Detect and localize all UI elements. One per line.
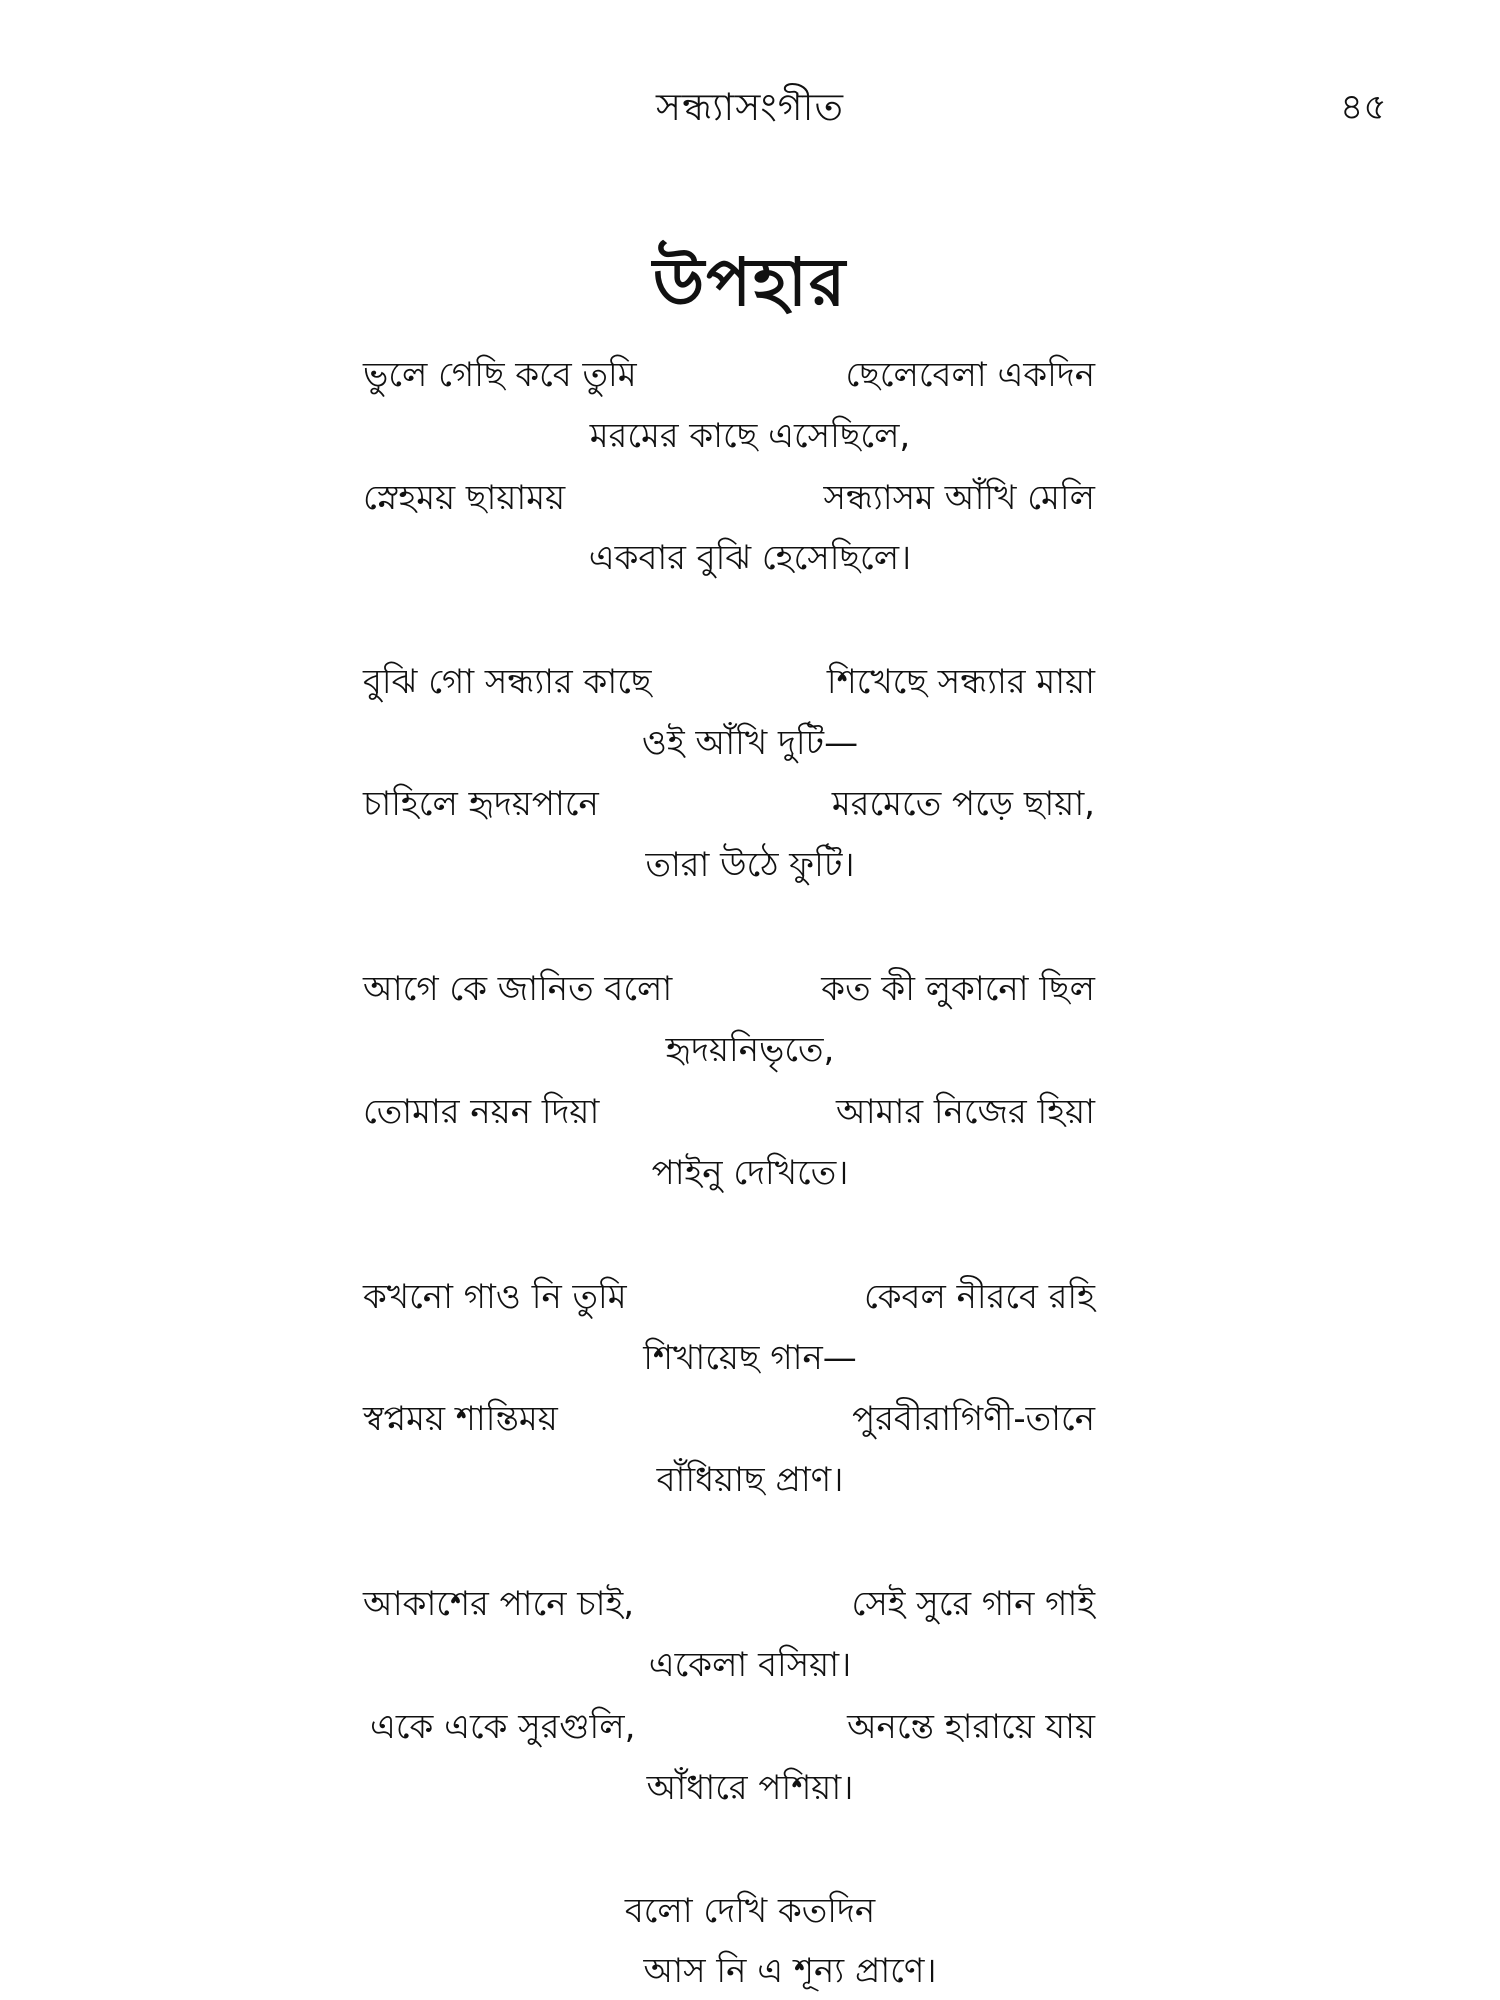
stanza-4-line-2: শিখায়েছ গান— xyxy=(643,1338,857,1378)
stanza-4-line-3-right: পুরবীরাগিণী-তানে xyxy=(852,1399,1095,1439)
stanza-3-line-3-right: আমার নিজের হিয়া xyxy=(836,1092,1095,1132)
stanza-4-line-1-right: কেবল নীরবে রহি xyxy=(863,1277,1095,1317)
stanza-4-line-4: বাঁধিয়াছ প্রাণ। xyxy=(656,1460,844,1500)
running-title: সন্ধ্যাসংগীত xyxy=(656,85,844,129)
stanza-1-line-2: মরমের কাছে এসেছিলে, xyxy=(589,416,911,456)
stanza-5-line-3-left: একে একে সুরগুলি, xyxy=(370,1707,636,1747)
stanza-3-line-1-left: আগে কে জানিত বলো xyxy=(363,969,673,1009)
stanza-5-line-2: একেলা বসিয়া। xyxy=(648,1645,852,1685)
stanza-6-line-2: আস নি এ শূন্য প্রাণে। xyxy=(643,1951,937,1991)
stanza-5-line-3-right: অনন্তে হারায়ে যায় xyxy=(847,1707,1095,1747)
stanza-2-line-4: তারা উঠে ফুটি। xyxy=(645,845,855,885)
stanza-5-line-4: আঁধারে পশিয়া। xyxy=(646,1768,854,1808)
stanza-4-line-1-left: কখনো গাও নি তুমি xyxy=(363,1277,627,1317)
stanza-1-line-1-left: ভুলে গেছি কবে তুমি xyxy=(363,355,637,395)
stanza-2-line-2: ওই আঁখি দুটি— xyxy=(641,723,859,763)
stanza-2-line-1-right: শিখেছে সন্ধ্যার মায়া xyxy=(826,662,1095,702)
stanza-4-line-3-left: স্বপ্নময় শান্তিময় xyxy=(363,1399,558,1439)
stanza-2-line-3-left: চাহিলে হৃদয়পানে xyxy=(363,784,599,824)
stanza-5-line-1-left: আকাশের পানে চাই, xyxy=(363,1584,634,1624)
poem-title: উপহার xyxy=(652,244,848,321)
stanza-6-line-1: বলো দেখি কতদিন xyxy=(624,1891,876,1931)
stanza-2-line-1-left: বুঝি গো সন্ধ্যার কাছে xyxy=(363,662,652,702)
stanza-3-line-3-left: তোমার নয়ন দিয়া xyxy=(363,1092,600,1132)
stanza-1-line-1-right: ছেলেবেলা একদিন xyxy=(845,355,1095,395)
page-number: ৪৫ xyxy=(1340,87,1387,128)
stanza-2-line-3-right: মরমেতে পড়ে ছায়া, xyxy=(831,784,1095,824)
stanza-5-line-1-right: সেই সুরে গান গাই xyxy=(851,1584,1095,1624)
stanza-1-line-4: একবার বুঝি হেসেছিলে। xyxy=(588,538,912,578)
stanza-3-line-1-right: কত কী লুকানো ছিল xyxy=(821,969,1095,1009)
stanza-1-line-3-right: সন্ধ্যাসম আঁখি মেলি xyxy=(823,478,1095,518)
stanza-3-line-2: হৃদয়নিভৃতে, xyxy=(665,1030,835,1070)
stanza-1-line-3-left: স্নেহময় ছায়াময় xyxy=(363,478,566,518)
stanza-3-line-4: পাইনু দেখিতে। xyxy=(651,1153,849,1193)
